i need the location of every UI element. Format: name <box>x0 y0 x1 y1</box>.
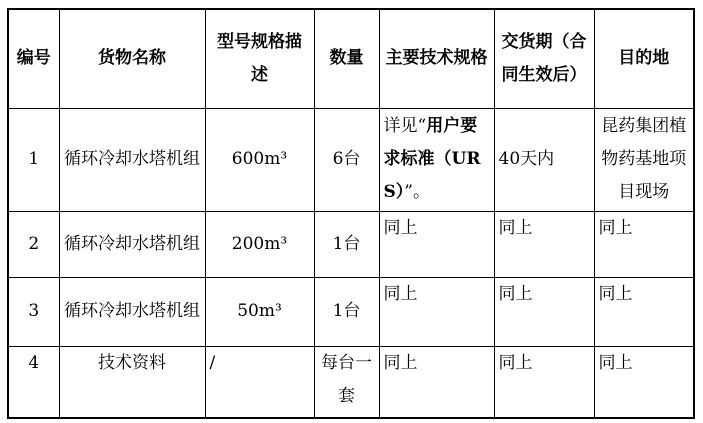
table-row <box>8 346 694 418</box>
cell-model: 200m³ <box>205 211 314 277</box>
cell-model: 50m³ <box>205 277 314 346</box>
spec-text: 同上 <box>383 283 418 304</box>
cell-destination: 昆药集团植物药基地项目现场 <box>594 108 694 211</box>
cell-no: 1 <box>8 108 59 211</box>
cell-delivery: 40天内 <box>494 108 594 211</box>
cell-spec <box>379 211 494 277</box>
table-row <box>8 108 694 211</box>
cell-spec <box>379 108 494 211</box>
cell-qty: 每台一套 <box>314 346 379 418</box>
cell-spec <box>379 346 494 418</box>
spec-text: 同上 <box>383 217 418 238</box>
cell-destination: 同上 <box>594 211 694 277</box>
cell-name: 技术资料 <box>59 346 205 418</box>
cell-qty: 1台 <box>314 211 379 277</box>
cell-no: 4 <box>8 346 59 418</box>
cell-spec <box>379 277 494 346</box>
cell-delivery: 同上 <box>494 346 594 418</box>
cell-name: 循环冷却水塔机组 <box>59 211 205 277</box>
spec-text: ”。 <box>404 182 430 202</box>
spec-text-bold: 用户要求标准（URS） <box>383 116 481 202</box>
cell-delivery: 同上 <box>494 277 594 346</box>
cell-qty: 6台 <box>314 108 379 211</box>
header-cell-name: 货物名称 <box>59 9 205 108</box>
cell-qty: 1台 <box>314 277 379 346</box>
header-cell-qty: 数量 <box>314 9 379 108</box>
header-cell-delivery: 交货期（合同生效后） <box>494 9 594 108</box>
table-row <box>8 277 694 346</box>
cell-model: / <box>205 346 314 418</box>
header-cell-spec: 主要技术规格 <box>379 9 494 108</box>
cell-destination: 同上 <box>594 346 694 418</box>
header-cell-model: 型号规格描述 <box>205 9 314 108</box>
cell-model: 600m³ <box>205 108 314 211</box>
cell-name: 循环冷却水塔机组 <box>59 108 205 211</box>
cell-destination: 同上 <box>594 277 694 346</box>
cell-name: 循环冷却水塔机组 <box>59 277 205 346</box>
cell-no: 2 <box>8 211 59 277</box>
cell-no: 3 <box>8 277 59 346</box>
table-header-row <box>8 9 694 108</box>
spec-text: 同上 <box>383 352 418 373</box>
goods-table <box>7 8 695 419</box>
header-cell-no: 编号 <box>8 9 59 108</box>
header-cell-destination: 目的地 <box>594 9 694 108</box>
spec-text: 详见“ <box>383 116 427 136</box>
cell-delivery: 同上 <box>494 211 594 277</box>
table-row <box>8 211 694 277</box>
